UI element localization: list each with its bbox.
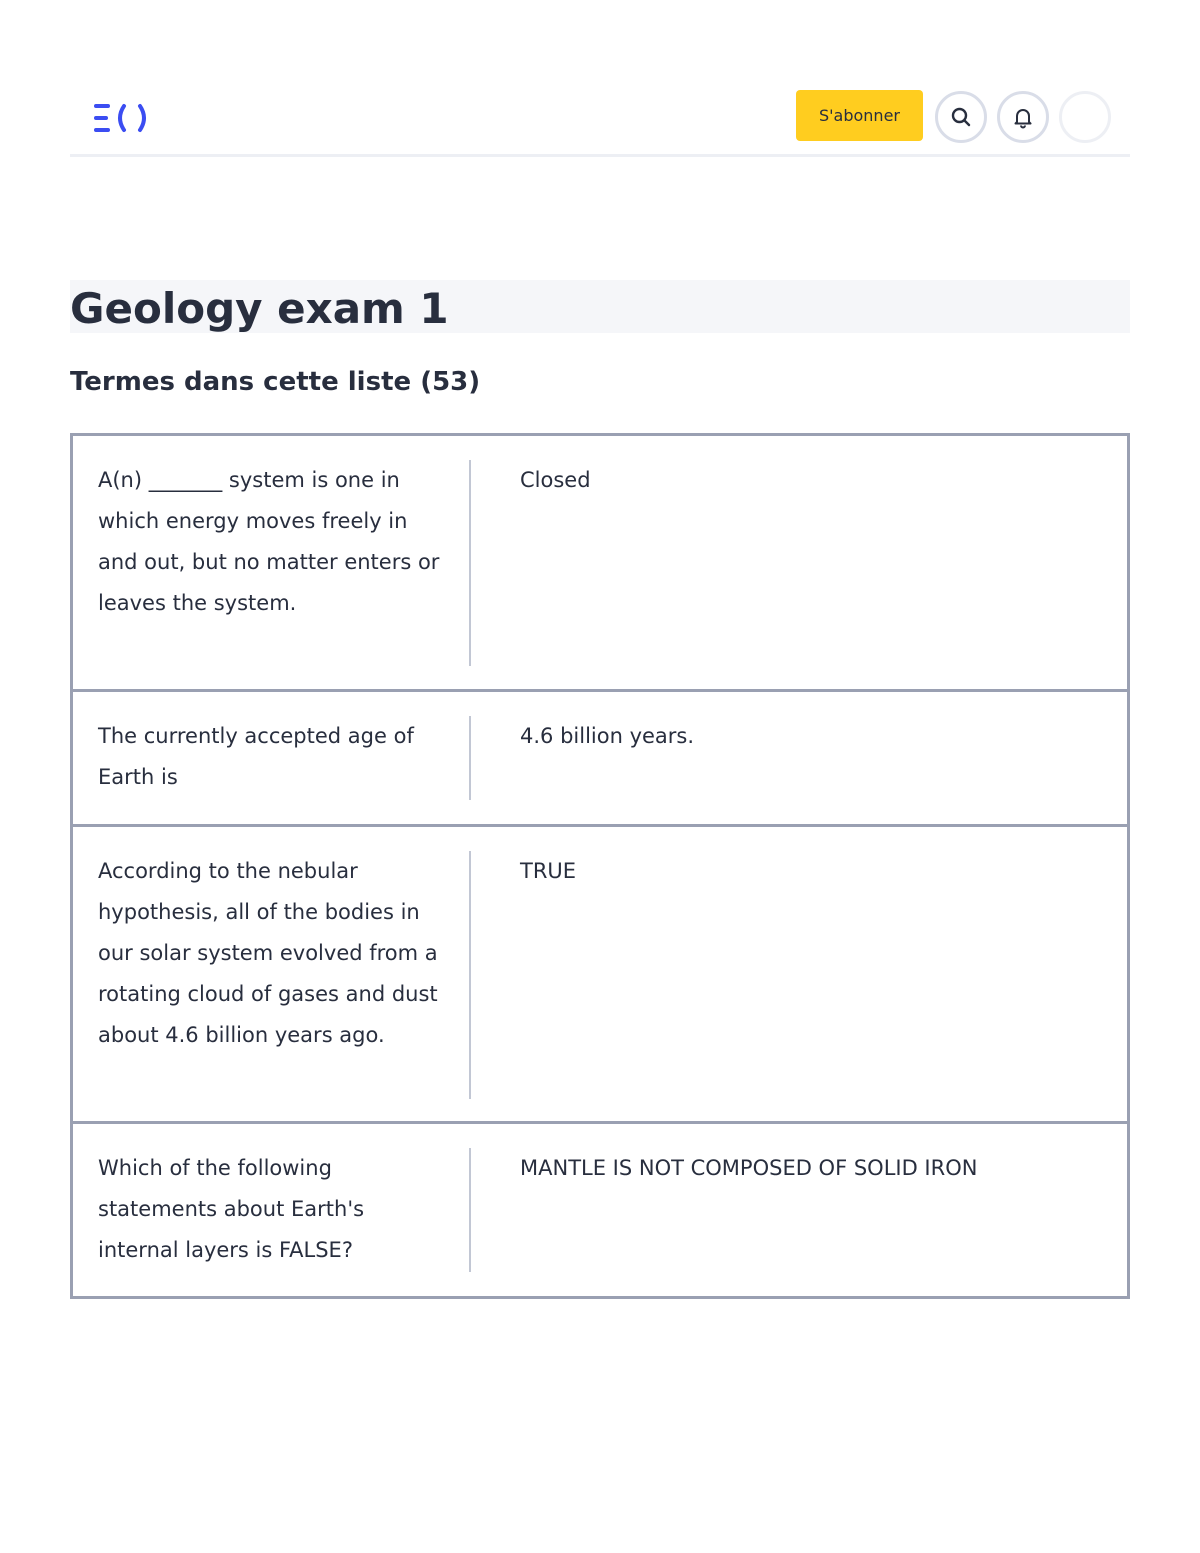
definition-text: Closed [520, 468, 591, 492]
definition-text: TRUE [520, 859, 577, 883]
page-title: Geology exam 1 [70, 284, 449, 333]
card-divider [469, 716, 471, 800]
card-divider [469, 1148, 471, 1272]
term-card [70, 824, 1130, 1124]
notifications-button[interactable] [997, 91, 1049, 143]
avatar[interactable] [1059, 91, 1111, 143]
studocu-logo-icon[interactable] [92, 100, 152, 136]
card-divider [469, 851, 471, 1099]
term-text: A(n) _______ system is one in which energy moves freely in and out, but no matter enters or leaves the system. [98, 468, 440, 615]
term-card [70, 1121, 1130, 1299]
subscribe-button[interactable]: S'abonner [796, 90, 923, 141]
term-card [70, 689, 1130, 827]
term-card [70, 433, 1130, 692]
card-divider [469, 460, 471, 666]
term-text: The currently accepted age of Earth is [98, 724, 414, 789]
search-button[interactable] [935, 91, 987, 143]
term-text: Which of the following statements about Earth's internal layers is FALSE? [98, 1156, 365, 1262]
bell-icon [1011, 105, 1035, 129]
term-text: According to the nebular hypothesis, all of the bodies in our solar system evolved from a rotating cloud of gases and dust about 4.6 billion years ago. [98, 859, 438, 1047]
terms-count-heading: Termes dans cette liste (53) [70, 367, 481, 397]
search-icon [949, 105, 973, 129]
definition-text: 4.6 billion years. [520, 724, 695, 748]
definition-text: MANTLE IS NOT COMPOSED OF SOLID IRON [520, 1156, 978, 1180]
top-header [70, 80, 1130, 157]
term-list [70, 433, 1130, 1299]
